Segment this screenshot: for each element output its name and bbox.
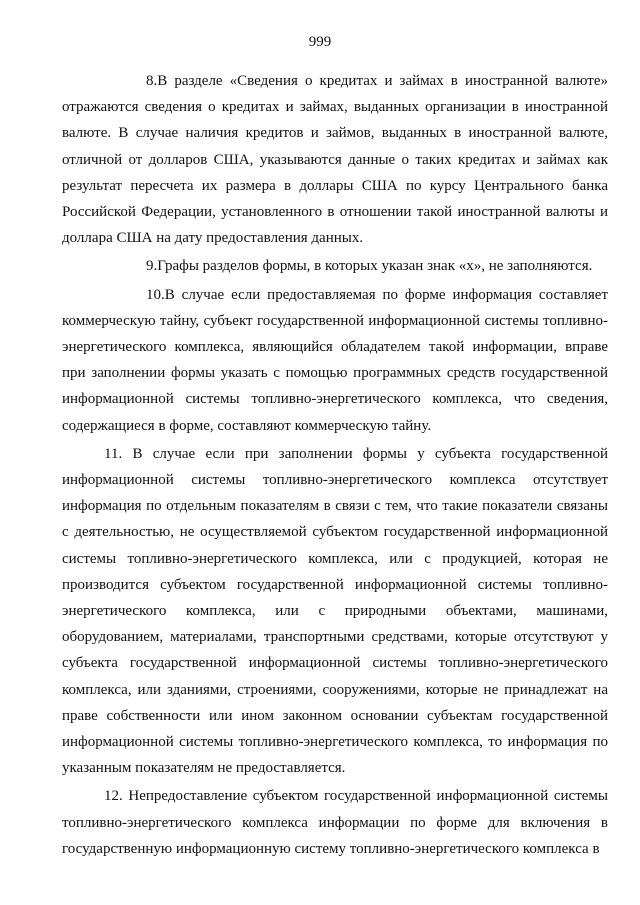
paragraph-9: [62, 253, 608, 279]
paragraph-text: Графы разделов формы, в которых указан знак «х», не заполняются.: [157, 258, 593, 275]
paragraph-8: [62, 68, 608, 251]
paragraph-11: [62, 441, 608, 782]
paragraph-number: 11.: [104, 445, 123, 462]
paragraph-text: В случае если при заполнении формы у субъекта государственной информационной системы топливно-энергетического комплекса отсутствует информация по отдельным показателям в связи с тем, что такие показатели связаны с деятельностью, не осуществляемой субъектом государственной информационной системы топливно-энергетического комплекса, или с продукцией, которая не производится субъектом государственной информационной системы топливно-энергетического комплекса, или с природными объектами, машинами, оборудованием, материалами, транспортными средствами, которые отсутствуют у субъекта государственной информационной системы топливно-энергетического комплекса, или зданиями, строениями, сооружениями, которые не принадлежат на праве собственности или ином законном основании субъектам государственной информационной системы топливно-энергетического комплекса, то информация по указанным показателям не предоставляется.: [62, 445, 609, 777]
page-number: 999: [308, 34, 332, 50]
paragraph-text: Непредоставление субъектом государственной информационной системы топливно-энергетического комплекса информации по форме для включения в государственную информационную систему топливно-энергетического комплекса в: [62, 788, 608, 857]
paragraph-number: 10.: [146, 286, 165, 303]
document-body: [62, 68, 608, 864]
paragraph-text: В случае если предоставляемая по форме информация составляет коммерческую тайну, субъект государственной информационной системы топливно-энергетического комплекса, являющийся обладателем такой информации, вправе при заполнении формы указать с помощью программных средств государственной информационной системы топливно-энергетического комплекса, что сведения, содержащиеся в форме, составляют коммерческую тайну.: [62, 286, 608, 434]
paragraph-number: 8.: [146, 73, 158, 89]
paragraph-12: [62, 783, 608, 862]
paragraph-10: [62, 282, 608, 439]
paragraph-number: 9.: [146, 258, 158, 275]
paragraph-text: В разделе «Сведения о кредитах и займах в иностранной валюте» отражаются сведения о кредитах и займах, выданных организации в иностранной валюте. В случае наличия кредитов и займов, выданных в иностранной валюте, отличной от долларов США, указываются данные о таких кредитах и займах как результат пересчета их размера в доллары США по курсу Центрального банка Российской Федерации, установленного в отношении такой иностранной валюты и доллара США на дату предоставления данных.: [62, 73, 608, 247]
paragraph-number: 12.: [104, 788, 123, 805]
